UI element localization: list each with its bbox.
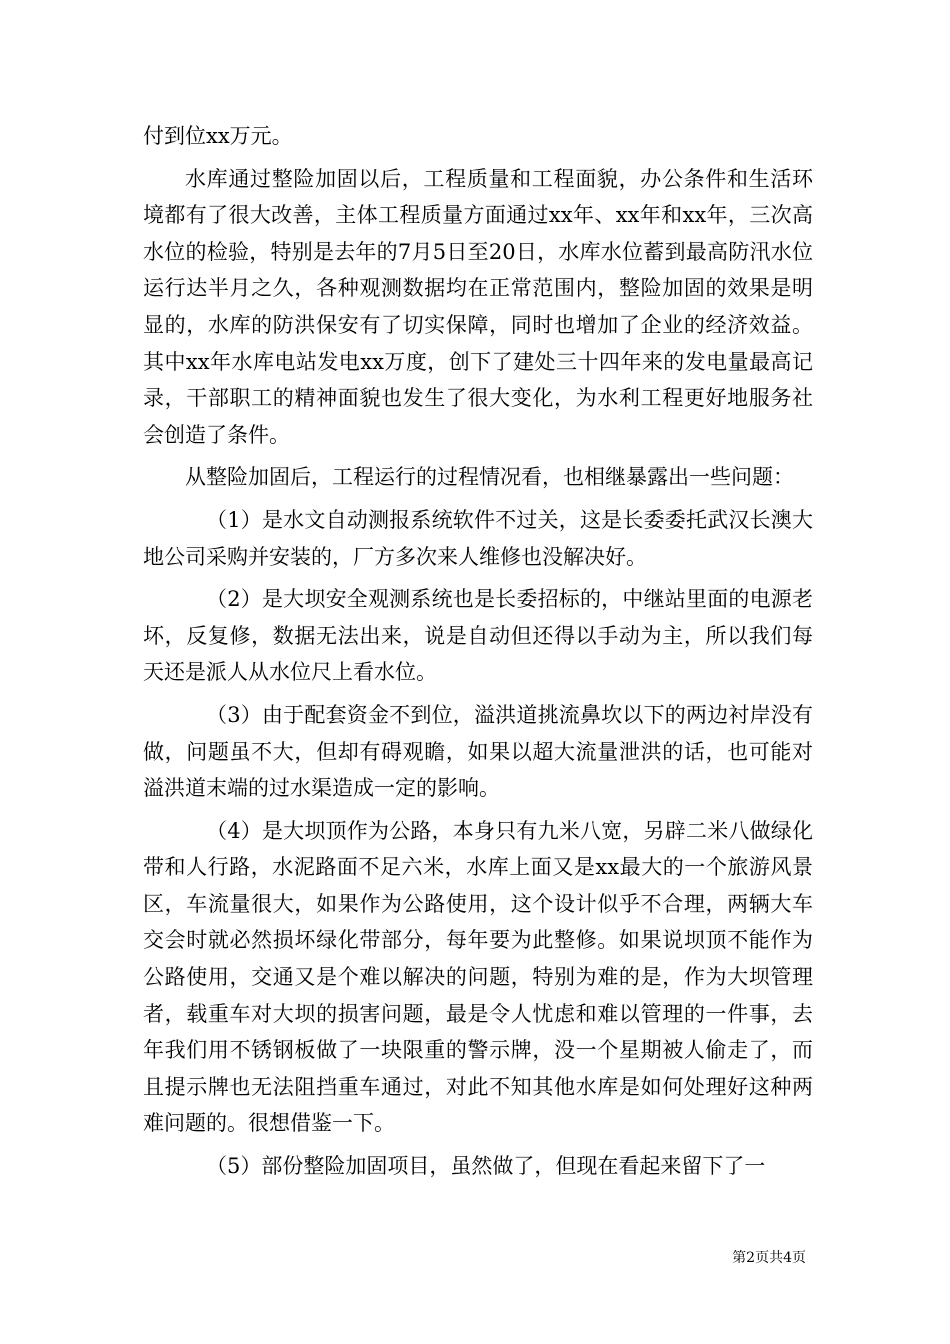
paragraph-4: （1）是水文自动测报系统软件不过关，这是长委委托武汉长澳大地公司采购并安装的，厂方多次来人维修也没解决好。: [143, 507, 813, 569]
paragraph-2: 水库通过整险加固以后，工程质量和工程面貌，办公条件和生活环境都有了很大改善，主体工程质量方面通过xx年、xx年和xx年，三次高水位的检验，特别是去年的7月5日至20日，水库水位蓄到最高防汛水位运行达半月之久，各种观测数据均在正常范围内，整险加固的效果是明显的，水库的防洪保安有了切实保障，同时也增加了企业的经济效益。其中xx年水库电站发电xx万度，创下了建处三十四年来的发电量最高记录，干部职工的精神面貌也发生了很大变化，为水利工程更好地服务社会创造了条件。: [143, 166, 813, 447]
page-footer: 第2页共4页: [732, 1250, 806, 1266]
paragraph-8: （5）部份整险加固项目，虽然做了，但现在看起来留下了一: [206, 1154, 766, 1179]
paragraph-1: 付到位xx万元。: [143, 124, 293, 148]
paragraph-6: （3）由于配套资金不到位，溢洪道挑流鼻坎以下的两边衬岸没有做，问题虽不大，但却有碍观瞻，如果以超大流量泄洪的话，也可能对溢洪道末端的过水渠造成一定的影响。: [143, 702, 813, 801]
paragraph-7: （4）是大坝顶作为公路，本身只有九米八宽，另辟二米八做绿化带和人行路，水泥路面不足六米，水库上面又是xx最大的一个旅游风景区，车流量很大，如果作为公路使用，这个设计似乎不合理，两辆大车交会时就必然损坏绿化带部分，每年要为此整修。如果说坝顶不能作为公路使用，交通又是个难以解决的问题，特别为难的是，作为大坝管理者，载重车对大坝的损害问题，最是令人忧虑和难以管理的一件事，去年我们用不锈钢板做了一块限重的警示牌，没一个星期被人偷走了，而且提示牌也无法阻挡重车通过，对此不知其他水库是如何处理好这种两难问题的。很想借鉴一下。: [143, 818, 813, 1136]
paragraph-5: （2）是大坝安全观测系统也是长委招标的，中继站里面的电源老坏，反复修，数据无法出来，说是自动但还得以手动为主，所以我们每天还是派人从水位尺上看水位。: [143, 587, 813, 685]
paragraph-3: 从整险加固后，工程运行的过程情况看，也相继暴露出一些问题：: [185, 465, 794, 490]
document-body: [143, 118, 813, 1191]
